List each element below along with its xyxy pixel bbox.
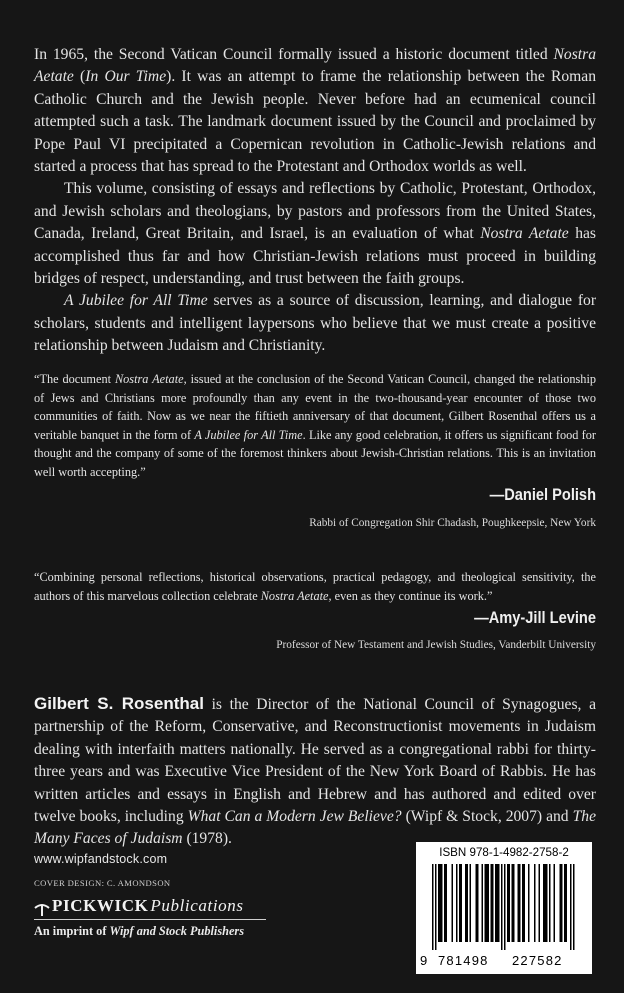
barcode-bar: [476, 864, 478, 942]
barcode-bar: [441, 864, 443, 942]
barcode-bar: [524, 864, 526, 942]
barcode-bar: [522, 864, 524, 942]
pickaxe-icon: [34, 902, 50, 916]
barcode-bar: [492, 864, 494, 942]
endorser-affiliation: Professor of New Testament and Jewish Studies, Vanderbilt University: [276, 638, 596, 651]
barcode-bar: [545, 864, 547, 942]
book-description: [34, 44, 596, 358]
barcode-bar: [519, 864, 521, 942]
isbn-barcode: ISBN 978-1-4982-2758-2 9 781498 227582: [416, 842, 592, 974]
barcode-bar: [452, 864, 454, 942]
barcode-bar: [482, 864, 484, 942]
barcode-bar: [444, 864, 446, 942]
author-name: Gilbert S. Rosenthal: [34, 694, 204, 713]
barcode-bar: [546, 864, 548, 942]
barcode-bar: [512, 864, 514, 942]
barcode-bar: [470, 864, 472, 942]
endorser-name: —Amy-Jill Levine: [474, 608, 596, 628]
barcode-bar: [513, 864, 515, 942]
endorsement-daniel-polish: [34, 370, 596, 533]
book-title: What Can a Modern Jew Believe?: [187, 808, 402, 826]
barcode-bar: [504, 864, 506, 950]
barcode-bar: [459, 864, 461, 942]
book-title: The Many Faces of Judaism: [34, 808, 596, 848]
barcode-bar: [534, 864, 536, 942]
barcode-bar: [561, 864, 563, 942]
barcode-bar: [497, 864, 499, 942]
barcode-bar: [495, 864, 497, 942]
barcode-bar: [461, 864, 463, 942]
publisher-block: [34, 852, 334, 939]
barcode-bar: [560, 864, 562, 942]
publisher-website[interactable]: www.wipfandstock.com: [34, 852, 168, 866]
barcode-bar: [498, 864, 500, 942]
description-paragraph-2: This volume, consisting of essays and reflections by Catholic, Protestant, Orthodox, and Jewish scholars and theologians, by pastors and professors from the United States, Canada, Ireland, Great Britain, and Israel, is an evaluation of what Nostra Aetate has accomplished thus far and how Christian-Jewish relations must proceed in building bridges of respect, understanding, and trust between the faith groups.: [34, 180, 597, 288]
barcode-bar: [440, 864, 442, 942]
publisher-suffix: Publications: [150, 896, 244, 915]
barcode-bar: [501, 864, 503, 950]
barcode-bar: [518, 864, 520, 942]
barcode-bar: [485, 864, 487, 942]
endorsement-amy-jill-levine: [34, 568, 596, 654]
barcode-bar: [543, 864, 545, 942]
barcode-bar: [554, 864, 556, 942]
endorser-name: —Daniel Polish: [489, 484, 596, 504]
barcode-bar: [491, 864, 493, 942]
barcode-bar: [477, 864, 479, 942]
barcode-bar: [488, 864, 490, 942]
endorser-affiliation: Rabbi of Congregation Shir Chadash, Poughkeepsie, New York: [309, 517, 596, 530]
isbn-label: ISBN 978-1-4982-2758-2: [439, 846, 569, 859]
barcode-bar: [507, 864, 509, 942]
barcode-bar: [456, 864, 458, 942]
endorsement-text: “The document Nostra Aetate, issued at the conclusion of the Second Vatican Council, changed the relationship of Jews and Christians more profoundly than any event in the two-thousand-year encounter of those two communities of faith. Now as we near the fiftieth anniversary of that document, Gilbert Rosenthal offers us a veritable banquet in the form of A Jubilee for All Time. Like any good celebration, it offers us significant food for thought and the company of some of the foremost thinkers about Jewish-Christian relations. This is an invitation well worth accepting.”: [34, 372, 597, 479]
description-paragraph-1: In 1965, the Second Vatican Council formally issued a historic document titled Nostra Aetate (In Our Time). It was an attempt to frame the relationship between the Roman Catholic Church and the Jewish people. Never before had an ecumenical council attempted such a task. The landmark document issued by the Council and proclaimed by Pope Paul VI precipitated a Copernican revolution in Catholic-Jewish relations and started a process that has spread to the Protestant and Orthodox worlds as well.: [34, 46, 596, 176]
publisher-logo: [34, 896, 334, 916]
barcode-bar: [465, 864, 467, 942]
barcode-bar: [549, 864, 551, 942]
barcode-bar: [564, 864, 566, 942]
barcode-bar: [467, 864, 469, 942]
barcode-bar: [438, 864, 440, 942]
endorsement-text: “Combining personal reflections, historical observations, practical pedagogy, and theological sensitivity, the authors of this marvelous collection celebrate Nostra Aetate, even as they continue its work.”: [34, 570, 596, 603]
description-paragraph-3: A Jubilee for All Time serves as a source of discussion, learning, and dialogue for scholars, students and intelligent laypersons who believe that we must create a positive relationship between Judaism and Christianity.: [34, 292, 597, 355]
barcode-bar: [539, 864, 541, 942]
author-bio: Gilbert S. Rosenthal is the Director of the National Council of Synagogues, a partnership of the Reform, Conservative, and Reconstructionist movements in Judaism dealing with interfaith matters nationally. He served as a congregational rabbi for thirty-three years and was Executive Vice President of the New York Board of Rabbis. He has written articles and essays in English and Hebrew and has authored and edited over twelve books, including What Can a Modern Jew Believe? (Wipf & Stock, 2007) and The Many Faces of Judaism (1978).: [34, 694, 596, 848]
barcode-bar: [432, 864, 434, 950]
barcode-bar: [528, 864, 530, 942]
barcode-bar: [446, 864, 448, 942]
barcode-bar: [435, 864, 437, 950]
publisher-rule: [34, 919, 266, 920]
barcode-bar: [566, 864, 568, 942]
imprint-line: An imprint of Wipf and Stock Publishers: [34, 924, 244, 938]
barcode-bar: [573, 864, 575, 950]
cover-design-credit: COVER DESIGN: C. AMONDSON: [34, 878, 171, 888]
barcode-bar: [570, 864, 572, 950]
barcode-bar: [486, 864, 488, 942]
barcode-bar: [509, 864, 511, 942]
publisher-name: PICKWICK: [52, 896, 149, 915]
barcode-bars: [432, 864, 582, 950]
